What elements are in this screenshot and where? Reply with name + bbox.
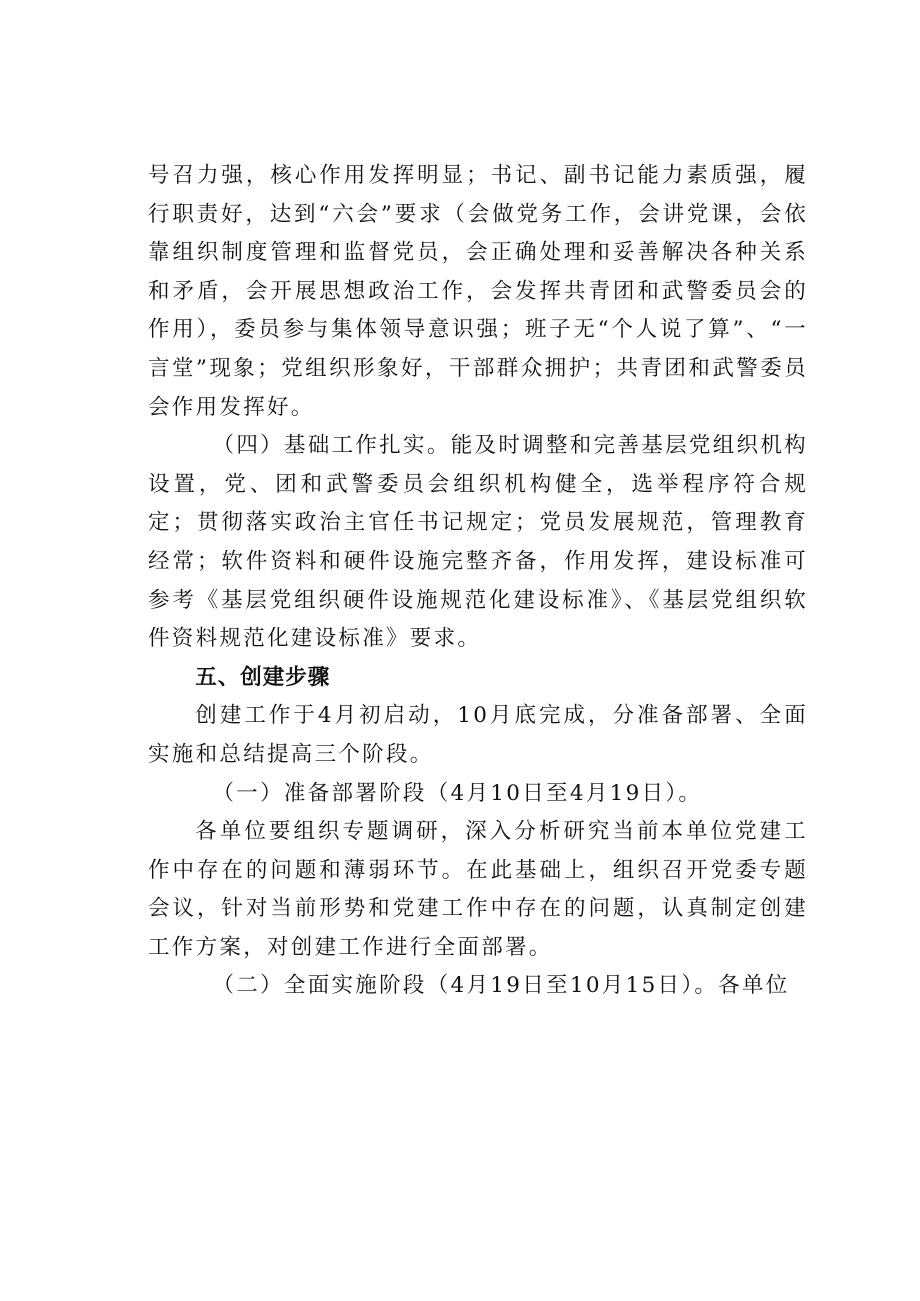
section-heading-creation-steps: 五、创建步骤 bbox=[195, 664, 331, 690]
paragraph-stage-2-title: （二）全面实施阶段（4月19日至10月15日）。各单位 bbox=[212, 973, 790, 999]
paragraph-section-4-foundation-work: （四）基础工作扎实。能及时调整和完善基层党组织机构设置，党、团和武警委员会组织机构健全，选举程序符合规定；贯彻落实政治主官任书记规定；党员发展规范，管理教育经常；软件资料和硬件设施完整齐备，作用发挥，建设标准可参考《基层党组织硬件设施规范化建设标准》、《基层党组织软件资料规范化建设标准》要求。 bbox=[148, 433, 808, 652]
paragraph-stage-1-title: （一）准备部署阶段（4月10日至4月19日）。 bbox=[212, 780, 703, 806]
paragraph-creation-timeline: 创建工作于4月初启动，10月底完成，分准备部署、全面实施和总结提高三个阶段。 bbox=[148, 703, 808, 767]
paragraph-party-leadership-requirements: 号召力强，核心作用发挥明显；书记、副书记能力素质强，履行职责好，达到“六会”要求（会做党务工作，会讲党课，会依靠组织制度管理和监督党员，会正确处理和妥善解决各种关系和矛盾，会开展思想政治工作，会发挥共青团和武警委员会的作用），委员参与集体领导意识强；班子无“个人说了算”、“一言堂”现象；党组织形象好，干部群众拥护；共青团和武警委员会作用发挥好。 bbox=[148, 163, 808, 420]
document-body bbox=[148, 157, 808, 1006]
paragraph-stage-1-details: 各单位要组织专题调研，深入分析研究当前本单位党建工作中存在的问题和薄弱环节。在此基础上，组织召开党委专题会议，针对当前形势和党建工作中存在的问题，认真制定创建工作方案，对创建工作进行全面部署。 bbox=[148, 819, 808, 960]
